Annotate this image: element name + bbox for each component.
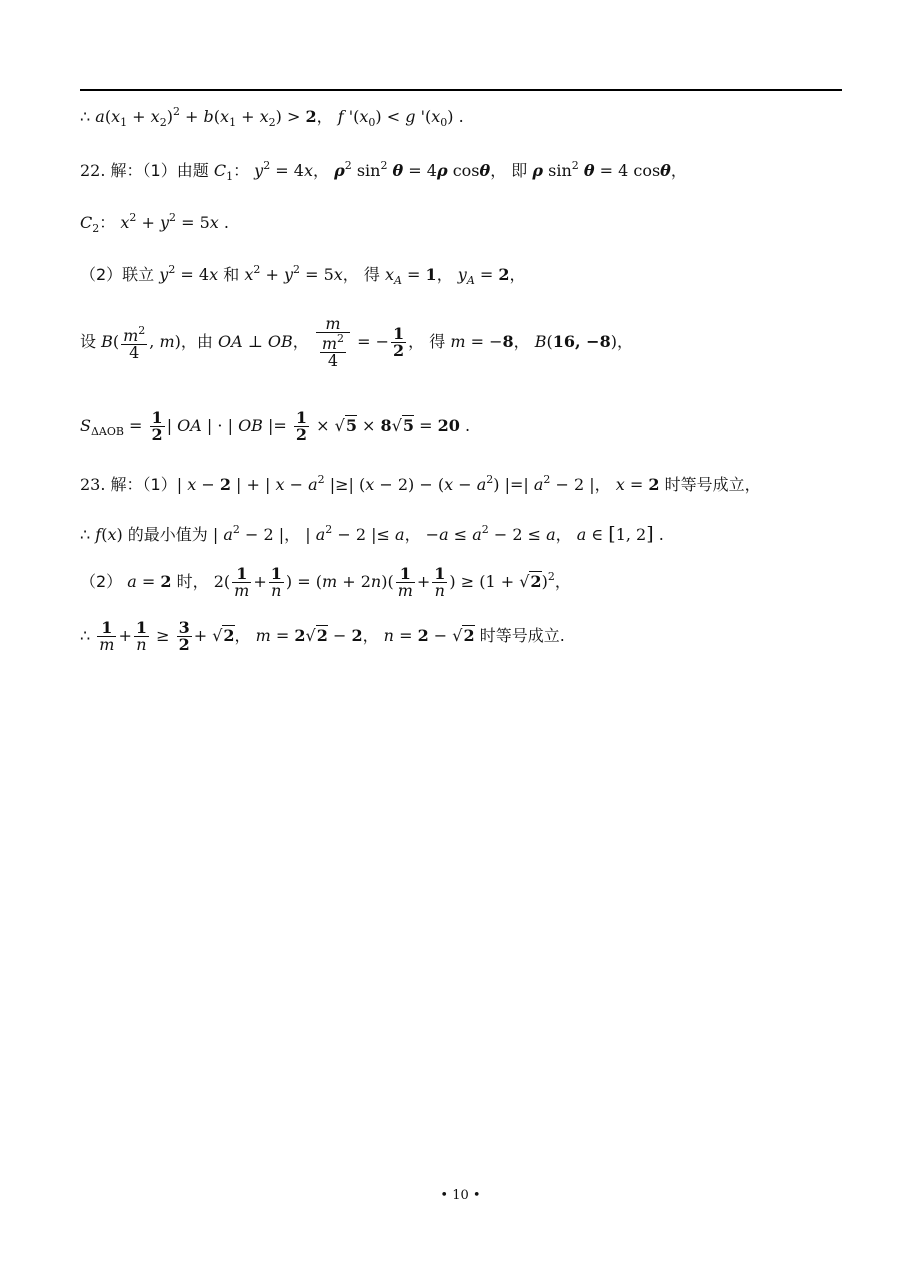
page-number: • 10 • [440, 1188, 481, 1203]
math-line-5: 设 B( $\frac{m^2}{4}$ , m)，由 OA ⊥ OB， $\frac{m}{\frac{m^2}{4}}$ = − $\frac{1}{2}$ ， 得 m = −8， B(16, −8)， [80, 314, 633, 370]
math-line-8: ∴ f(x) 的最小值为 | $a^2 - 2$ |， | $a^2 - 2$ |≤ a， $-a \le a^2 - 2 \le a$， a ∈ [1, 2] . [80, 523, 664, 545]
math-line-4: （2）联立 $y^2 = 4x$ 和 $x^2 + y^2 = 5x$， 得 $x_A = 1$， $y_A = 2$， [80, 263, 526, 287]
top-rule [80, 89, 842, 91]
math-line-2: 22. 解：（1）由题 $C_1$： $y^2 = 4x$， $\rho^2$ $\sin^2 \theta = 4\rho$ cosθ， 即 ρ $\sin^2 \theta = 4$ cosθ， [80, 159, 687, 183]
math-line-6: $S_{\Delta AOB}$ = $\frac{1}{2}$ | OA | · | OB |= $\frac{1}{2}$ × √5 × 8√5 = 20 . [80, 408, 471, 444]
math-line-9: （2） a = 2 时， 2( $\frac{1}{m}$ + $\frac{1}{n}$ ) = (m + 2n)( $\frac{1}{m}$ + $\frac{1}{n}$ ) ≥ $(1 + √2)^2$， [80, 564, 571, 600]
math-line-1: ∴ $a(x_1 + x_2)^2 + b(x_1 + x_2) > 2$， f '$(x_0) < g$ '$(x_0)$ . [80, 105, 464, 129]
math-line-3: $C_2$： $x^2 + y^2 = 5x$ . [80, 211, 229, 235]
math-line-10: ∴ $\frac{1}{m}$ + $\frac{1}{n}$ ≥ $\frac{3}{2}$ + √2， m = 2√2 − 2， n = 2 − √2 时等号成立. [80, 618, 565, 654]
math-line-7: 23. 解：（1）| x − 2 | + | $x - a^2$ |≥| $(x - 2) - (x - a^2)$ |=| $a^2 - 2$ |， x = 2 时等号成立， [80, 473, 761, 494]
